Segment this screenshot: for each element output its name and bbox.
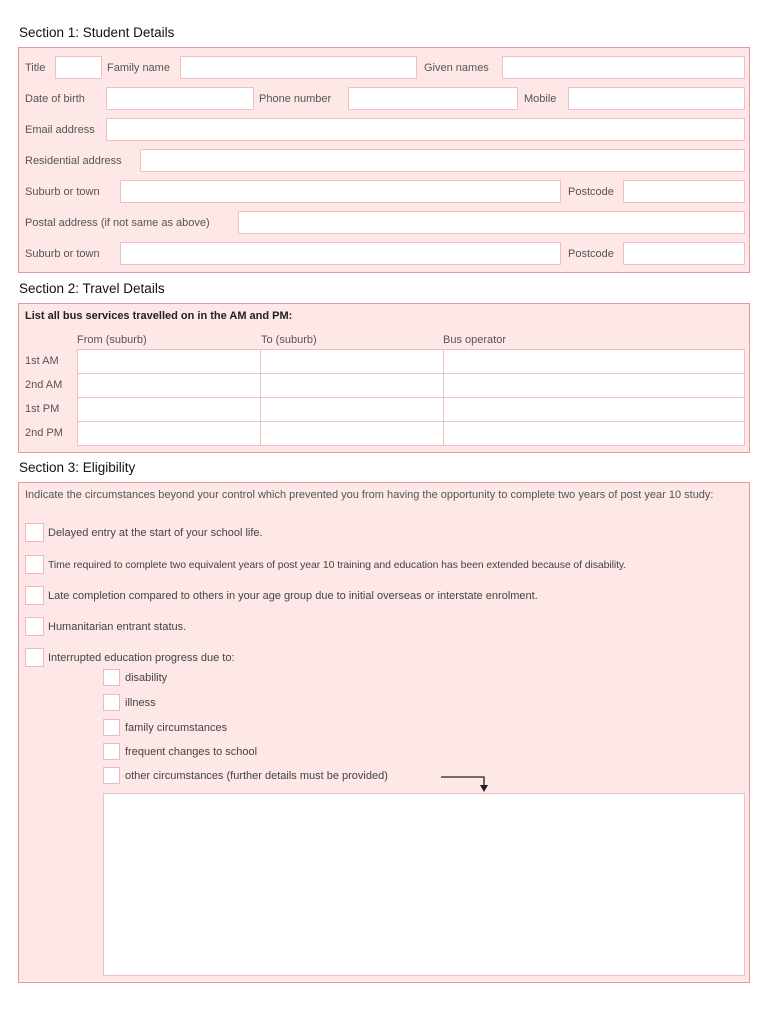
suburb2-label: Suburb or town bbox=[25, 248, 100, 260]
operator-cell[interactable] bbox=[443, 373, 745, 398]
from-cell[interactable] bbox=[77, 349, 261, 374]
frequent-changes-checkbox[interactable] bbox=[103, 743, 120, 760]
col-operator-header: Bus operator bbox=[443, 334, 506, 346]
late-completion-checkbox[interactable] bbox=[25, 586, 44, 605]
phone-field[interactable] bbox=[348, 87, 518, 110]
title-label: Title bbox=[25, 62, 46, 74]
option-label: Humanitarian entrant status. bbox=[48, 621, 187, 633]
disability-extension-checkbox[interactable] bbox=[25, 555, 44, 574]
postcode-field[interactable] bbox=[623, 180, 745, 203]
disability-checkbox[interactable] bbox=[103, 669, 120, 686]
option-label: Delayed entry at the start of your school life. bbox=[48, 527, 263, 539]
sub-option-label: frequent changes to school bbox=[125, 746, 258, 758]
given-names-field[interactable] bbox=[502, 56, 745, 79]
row-label: 2nd AM bbox=[25, 379, 63, 391]
col-to-header: To (suburb) bbox=[261, 334, 317, 346]
travel-instruction: List all bus services travelled on in the AM and PM: bbox=[25, 310, 293, 322]
postal-field[interactable] bbox=[238, 211, 745, 234]
to-cell[interactable] bbox=[260, 349, 444, 374]
interrupted-education-checkbox[interactable] bbox=[25, 648, 44, 667]
given-names-label: Given names bbox=[424, 62, 489, 74]
eligibility-intro: Indicate the circumstances beyond your control which prevented you from having the opportunity to complete two years of post year 10 study: bbox=[25, 489, 714, 501]
section2-title: Section 2: Travel Details bbox=[19, 281, 165, 296]
residential-label: Residential address bbox=[25, 155, 122, 167]
sub-option-label: family circumstances bbox=[125, 722, 228, 734]
delayed-entry-checkbox[interactable] bbox=[25, 523, 44, 542]
arrow-down-icon bbox=[439, 771, 489, 793]
illness-checkbox[interactable] bbox=[103, 694, 120, 711]
option-label: Late completion compared to others in your age group due to initial overseas or interstate enrolment. bbox=[48, 590, 538, 602]
from-cell[interactable] bbox=[77, 421, 261, 446]
row-label: 2nd PM bbox=[25, 427, 63, 439]
eligibility-panel bbox=[18, 482, 750, 983]
postcode-label: Postcode bbox=[568, 186, 614, 198]
section3-title: Section 3: Eligibility bbox=[19, 460, 136, 475]
suburb-label: Suburb or town bbox=[25, 186, 100, 198]
operator-cell[interactable] bbox=[443, 349, 745, 374]
suburb2-field[interactable] bbox=[120, 242, 561, 265]
residential-field[interactable] bbox=[140, 149, 745, 172]
dob-field[interactable] bbox=[106, 87, 254, 110]
postcode2-field[interactable] bbox=[623, 242, 745, 265]
further-details-textarea[interactable] bbox=[103, 793, 745, 976]
mobile-label: Mobile bbox=[524, 93, 557, 105]
row-label: 1st AM bbox=[25, 355, 59, 367]
travel-details-panel bbox=[18, 303, 750, 453]
suburb-field[interactable] bbox=[120, 180, 561, 203]
option-label: Time required to complete two equivalent years of post year 10 training and education has been extended because of disability. bbox=[48, 559, 627, 571]
family-circumstances-checkbox[interactable] bbox=[103, 719, 120, 736]
title-field[interactable] bbox=[55, 56, 102, 79]
family-name-field[interactable] bbox=[180, 56, 417, 79]
humanitarian-checkbox[interactable] bbox=[25, 617, 44, 636]
row-label: 1st PM bbox=[25, 403, 60, 415]
to-cell[interactable] bbox=[260, 373, 444, 398]
postcode2-label: Postcode bbox=[568, 248, 614, 260]
sub-option-label: disability bbox=[125, 672, 168, 684]
mobile-field[interactable] bbox=[568, 87, 745, 110]
postal-label: Postal address (if not same as above) bbox=[25, 217, 210, 229]
family-name-label: Family name bbox=[107, 62, 170, 74]
email-field[interactable] bbox=[106, 118, 745, 141]
operator-cell[interactable] bbox=[443, 397, 745, 422]
student-details-panel bbox=[18, 47, 750, 273]
sub-option-label: illness bbox=[125, 697, 156, 709]
section1-title: Section 1: Student Details bbox=[19, 25, 175, 40]
option-label: Interrupted education progress due to: bbox=[48, 652, 235, 664]
sub-option-label: other circumstances (further details must be provided) bbox=[125, 770, 388, 782]
to-cell[interactable] bbox=[260, 421, 444, 446]
phone-label: Phone number bbox=[259, 93, 332, 105]
to-cell[interactable] bbox=[260, 397, 444, 422]
from-cell[interactable] bbox=[77, 397, 261, 422]
email-label: Email address bbox=[25, 124, 95, 136]
from-cell[interactable] bbox=[77, 373, 261, 398]
operator-cell[interactable] bbox=[443, 421, 745, 446]
other-circumstances-checkbox[interactable] bbox=[103, 767, 120, 784]
col-from-header: From (suburb) bbox=[77, 334, 147, 346]
dob-label: Date of birth bbox=[25, 93, 85, 105]
